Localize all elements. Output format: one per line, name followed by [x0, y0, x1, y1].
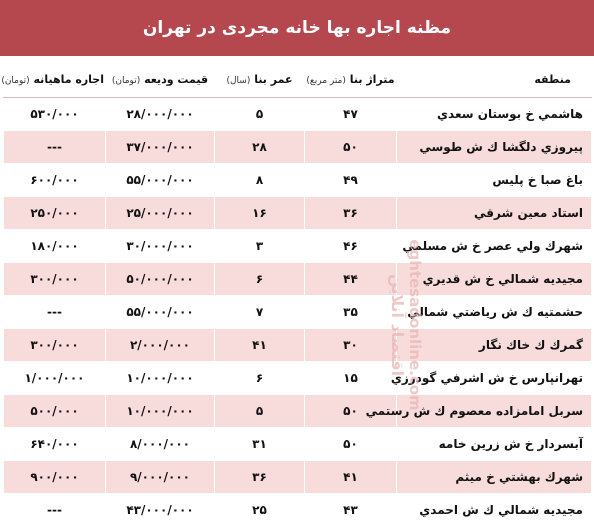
watermark-latin: eghtesadonline.com	[406, 239, 424, 411]
rent-table	[3, 60, 592, 527]
cell-age: ۲۸	[215, 131, 305, 164]
cell-deposit: ۲/۰۰۰/۰۰۰	[106, 329, 215, 362]
cell-area: ۵۰	[305, 395, 397, 428]
cell-rent: ۶۰۰/۰۰۰	[4, 164, 106, 197]
cell-age: ۳	[215, 230, 305, 263]
cell-area: ۵۰	[305, 131, 397, 164]
cell-region: باغ صبا خ پليس	[397, 164, 592, 197]
cell-deposit: ۱۰/۰۰۰/۰۰۰	[106, 395, 215, 428]
cell-deposit: ۵۰/۰۰۰/۰۰۰	[106, 263, 215, 296]
cell-region: شهرك بهشتي خ ميثم	[397, 461, 592, 494]
table-row	[4, 296, 592, 329]
cell-region: گمرك ك خاك نگار	[397, 329, 592, 362]
table-row	[4, 494, 592, 527]
cell-age: ۶	[215, 362, 305, 395]
header-age: عمر بنا (سال)	[215, 61, 305, 98]
watermark-persian: اقتصاد آنلاين	[388, 273, 407, 377]
cell-rent: ۱/۰۰۰/۰۰۰	[4, 362, 106, 395]
table-row	[4, 230, 592, 263]
header-row	[4, 61, 592, 98]
header-area: متراژ بنا (متر مربع)	[305, 61, 397, 98]
cell-age: ۸	[215, 164, 305, 197]
table-row	[4, 98, 592, 131]
cell-rent: ۵۳۰/۰۰۰	[4, 98, 106, 131]
cell-region: مجيديه شمالي خ ش قديري	[397, 263, 592, 296]
cell-deposit: ۵۵/۰۰۰/۰۰۰	[106, 164, 215, 197]
cell-area: ۳۶	[305, 197, 397, 230]
table-title: مظنه اجاره بها خانه مجردی در تهران	[0, 0, 594, 56]
cell-region: استاد معين شرقي	[397, 197, 592, 230]
table-row	[4, 362, 592, 395]
cell-region: سربل امامزاده معصوم ك ش رستمي	[397, 395, 592, 428]
cell-region: آبسردار خ ش زرين خامه	[397, 428, 592, 461]
cell-age: ۶	[215, 263, 305, 296]
cell-rent: ۱۸۰/۰۰۰	[4, 230, 106, 263]
table-row	[4, 131, 592, 164]
cell-age: ۵	[215, 98, 305, 131]
header-region: منطقه	[397, 61, 592, 98]
cell-area: ۵۰	[305, 428, 397, 461]
cell-deposit: ۲۵/۰۰۰/۰۰۰	[106, 197, 215, 230]
cell-rent: ۳۰۰/۰۰۰	[4, 329, 106, 362]
table-row	[4, 461, 592, 494]
cell-rent: ۲۵۰/۰۰۰	[4, 197, 106, 230]
cell-age: ۱۶	[215, 197, 305, 230]
cell-region: پيروزي دلگشا ك ش طوسي	[397, 131, 592, 164]
cell-area: ۴۱	[305, 461, 397, 494]
cell-rent: ۹۰۰/۰۰۰	[4, 461, 106, 494]
table-row	[4, 329, 592, 362]
cell-area: ۴۹	[305, 164, 397, 197]
cell-rent: ---	[4, 131, 106, 164]
table-row	[4, 197, 592, 230]
cell-area: ۴۳	[305, 494, 397, 527]
table-row	[4, 428, 592, 461]
cell-region: مجيديه شمالي ك ش احمدي	[397, 494, 592, 527]
cell-rent: ۵۰۰/۰۰۰	[4, 395, 106, 428]
cell-deposit: ۵۵/۰۰۰/۰۰۰	[106, 296, 215, 329]
table-row	[4, 395, 592, 428]
header-rent: اجاره ماهيانه (تومان)	[4, 61, 106, 98]
cell-age: ۳۱	[215, 428, 305, 461]
cell-area: ۴۴	[305, 263, 397, 296]
cell-region: شهرك ولي عصر خ ش مسلمي	[397, 230, 592, 263]
cell-deposit: ۸/۰۰۰/۰۰۰	[106, 428, 215, 461]
table-row	[4, 263, 592, 296]
cell-rent: ۶۴۰/۰۰۰	[4, 428, 106, 461]
cell-deposit: ۲۸/۰۰۰/۰۰۰	[106, 98, 215, 131]
cell-age: ۲۵	[215, 494, 305, 527]
cell-rent: ۳۰۰/۰۰۰	[4, 263, 106, 296]
cell-age: ۷	[215, 296, 305, 329]
cell-area: ۱۵	[305, 362, 397, 395]
cell-deposit: ۱۰/۰۰۰/۰۰۰	[106, 362, 215, 395]
cell-rent: ---	[4, 296, 106, 329]
cell-area: ۴۶	[305, 230, 397, 263]
cell-deposit: ۳۷/۰۰۰/۰۰۰	[106, 131, 215, 164]
cell-deposit: ۳۰/۰۰۰/۰۰۰	[106, 230, 215, 263]
cell-deposit: ۴۳/۰۰۰/۰۰۰	[106, 494, 215, 527]
cell-region: هاشمي خ بوستان سعدي	[397, 98, 592, 131]
cell-rent: ---	[4, 494, 106, 527]
table-row	[4, 164, 592, 197]
header-deposit: قيمت وديعه (تومان)	[106, 61, 215, 98]
cell-age: ۳۶	[215, 461, 305, 494]
cell-area: ۳۰	[305, 329, 397, 362]
cell-deposit: ۹/۰۰۰/۰۰۰	[106, 461, 215, 494]
cell-age: ۴۱	[215, 329, 305, 362]
cell-region: تهرانپارس خ ش اشرفي گودرزي	[397, 362, 592, 395]
cell-age: ۵	[215, 395, 305, 428]
cell-area: ۴۷	[305, 98, 397, 131]
cell-area: ۳۵	[305, 296, 397, 329]
cell-region: حشمتيه ك ش رياضتي شمالي	[397, 296, 592, 329]
